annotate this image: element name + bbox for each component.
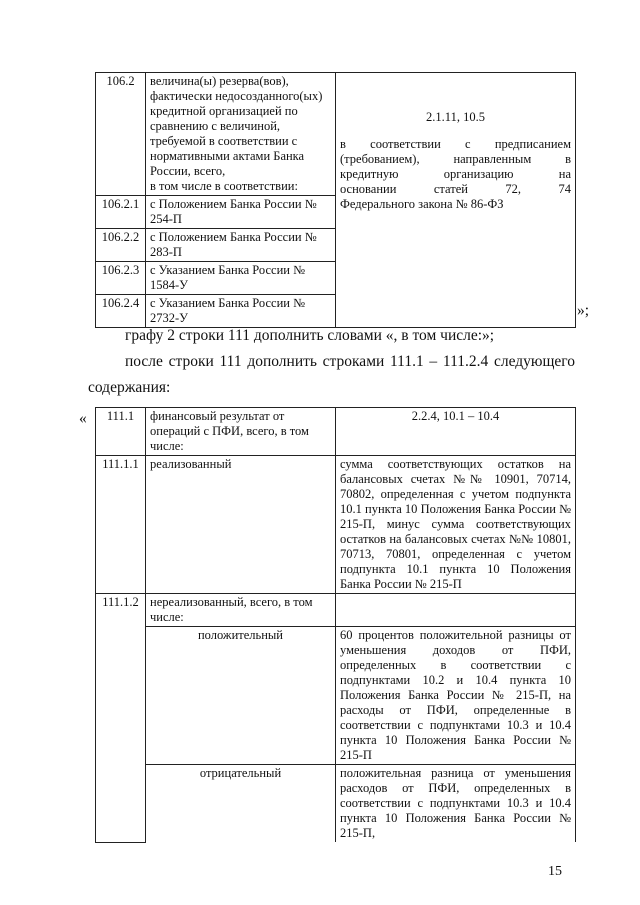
closing-quote: »; — [577, 302, 590, 319]
row-description: финансовый результат от операций с ПФИ, всего, в том числе: — [146, 408, 336, 456]
row-description: нереализованный, всего, в том числе: — [146, 594, 336, 627]
opening-quote: « — [79, 410, 87, 427]
table-row — [96, 594, 576, 627]
row-reference: 2.2.4, 10.1 – 10.4 — [336, 408, 576, 456]
table-row — [96, 765, 576, 843]
page-number: 15 — [548, 864, 562, 879]
row-description: с Указанием Банка России № 1584-У — [146, 262, 336, 295]
row-code: 106.2.3 — [96, 262, 146, 295]
table-106-2 — [95, 72, 576, 328]
table-111 — [95, 407, 576, 843]
row-code: 111.1.2 — [96, 594, 146, 843]
row-description: с Положением Банка России № 254-П — [146, 196, 336, 229]
row-note: сумма соответствующих остатков на балансовых счетах №№ 10901, 70714, 70802, определенная с учетом подпункта 10.1 пункта 10 Положения Банка России № 215-П, минус сумма соответствующих остатков на балансовых счетах №№ 10801, 70713, 70801, определенная с учетом подпункта 10.1 пункта 10 Положения Банка России № 215-П — [336, 456, 576, 594]
row-description: положительный — [146, 627, 336, 765]
row-description: отрицательный — [146, 765, 336, 843]
table-row — [96, 73, 576, 196]
row-note-empty — [336, 594, 576, 627]
row-code: 111.1.1 — [96, 456, 146, 594]
paragraph-after-111: после строки 111 дополнить строками 111.1 – 111.2.4 следующего — [125, 353, 575, 370]
row-description: величина(ы) резерва(вов), фактически недосозданного(ых) кредитной организацией по сравнению с величиной, требуемой в соответствии с нормативными актами Банка России, всего, в том числе в соответствии: — [146, 73, 336, 196]
row-note: 60 процентов положительной разницы от уменьшения доходов от ПФИ, определенных в соответствии с подпунктами 10.2 и 10.4 пункта 10 Положения Банка России № 215-П, на расходы от ПФИ, определенные в соответствии с подпунктами 10.3 и 10.4 пункта 10 Положения Банка России № 215-П — [336, 627, 576, 765]
row-code: 106.2.1 — [96, 196, 146, 229]
row-description: с Указанием Банка России № 2732-У — [146, 295, 336, 328]
row-code: 106.2.4 — [96, 295, 146, 328]
table-row — [96, 408, 576, 456]
row-reference-cell — [336, 73, 576, 328]
row-note: положительная разница от уменьшения расходов от ПФИ, определенных в соответствии с подпунктами 10.3 и 10.4 пункта 10 Положения Банка России № 215-П, — [336, 765, 576, 843]
row-code: 106.2.2 — [96, 229, 146, 262]
row-description: с Положением Банка России № 283-П — [146, 229, 336, 262]
paragraph-content: содержания: — [88, 379, 171, 396]
row-code: 111.1 — [96, 408, 146, 456]
reference-note: в соответствии с предписанием (требованием), направленным в кредитную организацию на основании статей 72, 74 Федерального закона № 86-ФЗ — [340, 137, 571, 211]
row-description: реализованный — [146, 456, 336, 594]
reference-numbers: 2.1.11, 10.5 — [426, 110, 485, 124]
table-row — [96, 627, 576, 765]
row-code: 106.2 — [96, 73, 146, 196]
table-row — [96, 456, 576, 594]
paragraph-amend-111: графу 2 строки 111 дополнить словами «, в том числе:»; — [125, 327, 495, 344]
